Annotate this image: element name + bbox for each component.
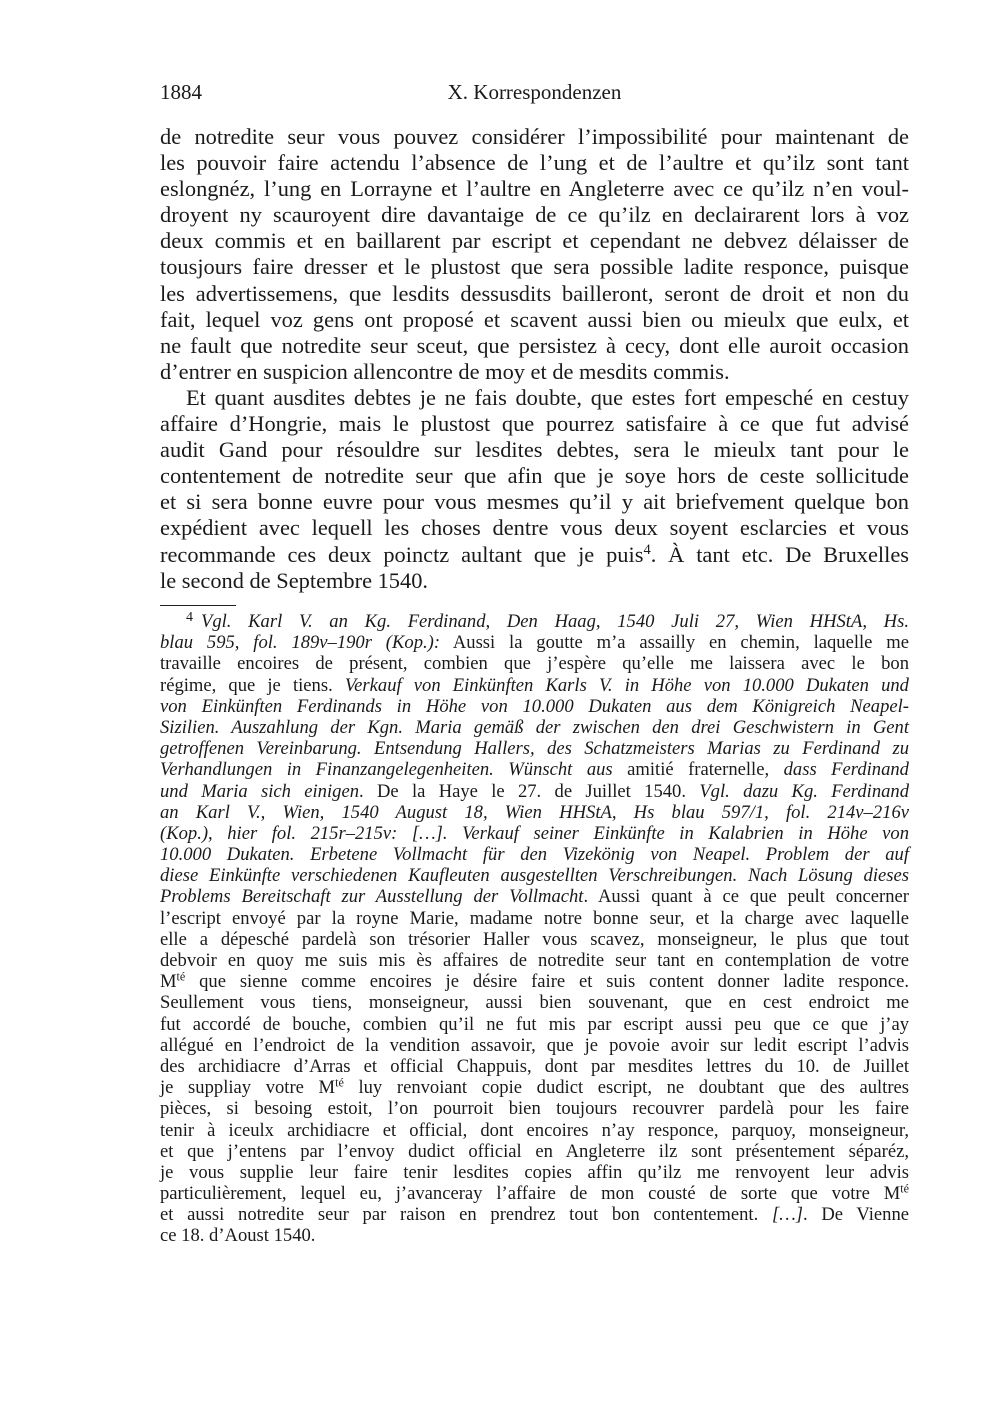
footnote-line: tenir à iceulx archidiacre et official, dont encoires n’ay responce, parquoy, monseigneur,	[160, 1119, 909, 1141]
text-fragment: . À tant etc. De Bruxelles	[650, 541, 909, 567]
footnote-separator	[160, 605, 236, 606]
text-fragment: je suppliay votre M	[160, 1077, 336, 1099]
text-fragment: (Kop.), hier fol. 215r–215v: […]. Verkauf seiner Einkünfte in Kalabrien in Höhe von	[160, 822, 909, 844]
footnote-line	[160, 632, 909, 653]
text-fragment: M	[160, 971, 177, 993]
text-fragment: amitié fraternelle,	[612, 759, 784, 781]
text-fragment: luy renvoiant copie dudict escript, ne doubtant que des aultres	[343, 1077, 910, 1099]
text-fragment: . De la Haye le 27. de Juillet 1540.	[359, 780, 700, 802]
text-line: de notredite seur vous pouvez considérer l’impossibilité pour maintenant de	[160, 124, 909, 149]
text-fragment: 10.000 Dukaten. Erbetene Vollmacht für den Vizekönig von Neapel. Problem der auf	[160, 844, 909, 866]
text-line: les advertissemens, que lesdits dessusdits bailleront, seront de droit et non du	[160, 280, 909, 306]
footnote-number: 4	[186, 610, 193, 626]
text-fragment: Verhandlungen in Finanzangelegenheiten. Wünscht aus	[160, 759, 613, 781]
footnote-line	[160, 717, 909, 738]
footnote-line	[160, 865, 909, 886]
footnote-line	[160, 611, 909, 632]
footnote-line: l’escript envoyé par la royne Marie, madame notre bonne seur, et la charge avec laquelle	[160, 907, 909, 929]
footnote-line: elle a dépesché pardelà son trésorier Haller vous scavez, monseigneur, le plus que tout	[160, 928, 909, 950]
text-fragment: et aussi notredite seur par raison en prendrez tout bon contentement.	[160, 1204, 772, 1226]
footnote-line: Seullement vous tiens, monseigneur, aussi bien souvenant, que en cest endroict me	[160, 992, 909, 1014]
text-fragment: régime, que je tiens.	[160, 674, 345, 696]
text-fragment: Vgl. Karl V. an Kg. Ferdinand, Den Haag, 1540 Juli 27, Wien HHStA, Hs.	[200, 611, 909, 632]
footnote-line	[160, 696, 909, 717]
footnote-line: des archidiacre d’Arras et official Chappuis, dont par mesdites lettres du 10. de Juillet	[160, 1055, 909, 1077]
text-fragment: . De Vienne	[802, 1204, 909, 1226]
text-fragment: an Karl V., Wien, 1540 August 18, Wien HHStA, Hs blau 597/1, fol. 214v–216v	[160, 801, 909, 823]
text-line: tousjours faire dresser et le plustost que sera possible ladite responce, puisque	[160, 254, 909, 280]
text-line: deux commis et en baillarent par escript et cependant ne debvez délaisser de	[160, 228, 909, 254]
text-fragment: dass Ferdinand	[783, 759, 909, 781]
main-text	[160, 124, 909, 594]
text-fragment: Vgl. dazu Kg. Ferdinand	[699, 780, 910, 802]
text-line: droyent ny scauroyent dire davantaige de ce qu’ilz en declairarent lors à voz	[160, 202, 909, 228]
page-number: 1884	[160, 80, 202, 104]
footnote-line	[160, 675, 909, 696]
superscript: té	[335, 1075, 344, 1090]
text-fragment: particulièrement, lequel eu, j’avanceray l’affaire de mon cousté de sorte que votre M	[160, 1183, 901, 1205]
paragraph-start-line: Et quant ausdites debtes je ne fais doubte, que estes fort empesché en cestuy	[186, 384, 909, 410]
superscript: té	[900, 1181, 909, 1196]
text-line: contentement de notredite seur que afin que je soye hors de ceste sollicitude	[160, 463, 909, 489]
text-line: le second de Septembre 1540.	[160, 567, 428, 593]
footnote-line	[160, 971, 909, 992]
text-line: expédient avec lequell les choses dentre vous deux soyent esclarcies et vous	[160, 515, 909, 541]
running-title: X. Korrespondenzen	[447, 80, 622, 104]
text-fragment: Verkauf von Einkünften Karls V. in Höhe von 10.000 Dukaten und	[344, 674, 909, 696]
text-fragment: blau 595, fol. 189v–190r (Kop.):	[160, 632, 441, 654]
footnote-4	[160, 611, 909, 1247]
footnote-line	[160, 781, 909, 802]
footnote-line	[160, 886, 909, 907]
footnote-line	[160, 738, 909, 759]
text-fragment: que sienne comme encoires je désire faire et suis content donner ladite responce.	[185, 971, 909, 993]
superscript: té	[176, 969, 186, 984]
footnote-line: ce 18. d’Aoust 1540.	[160, 1225, 316, 1247]
text-fragment: diese Einkünfte verschiedenen Kaufleuten ausgestellten Verschreibungen. Nach Lösung dieses	[160, 865, 909, 887]
footnote-reference[interactable]: 4	[643, 541, 651, 558]
text-line: fait, lequel voz gens ont proposé et scavent aussi bien ou mieulx que eulx, et	[160, 306, 909, 332]
text-fragment: . Aussi quant à ce que peult concerner	[583, 886, 909, 908]
footnote-line	[160, 759, 909, 780]
running-header	[160, 80, 909, 110]
text-line: audit Gand pour résouldre sur lesdites debtes, sera le mieulx tant pour le	[160, 437, 909, 463]
text-line: et si sera bonne euvre pour vous mesmes qu’il y ait briefvement quelque bon	[160, 489, 909, 515]
text-fragment: Problems Bereitschaft zur Ausstellung der Vollmacht	[160, 886, 584, 908]
text-line: d’entrer en suspicion allencontre de moy et de mesdits commis.	[160, 358, 730, 384]
footnote-line	[160, 823, 909, 844]
text-fragment: […]	[771, 1204, 803, 1226]
footnote-line: pièces, si besoing estoit, l’on pourroit bien toujours recouvrer pardelà pour les faire	[160, 1098, 909, 1120]
footnote-line	[160, 1204, 909, 1225]
footnote-line	[160, 802, 909, 823]
text-line	[160, 542, 909, 568]
footnote-line: travaille encoires de présent, combien que j’espère qu’elle me laissera avec le bon	[160, 653, 909, 675]
text-fragment: getroffenen Vereinbarung. Entsendung Hallers, des Schatzmeisters Marias zu Ferdinand zu	[160, 738, 909, 760]
footnote-line	[160, 844, 909, 865]
footnote-line: allégué en l’endroict de la vendition assavoir, que je povoie avoir sur ledit escript l’advis	[160, 1034, 909, 1056]
text-fragment: von Einkünften Ferdinands in Höhe von 10.000 Dukaten aus dem Königreich Neapel-	[160, 695, 909, 717]
text-line: eslongnéz, l’ung en Lorrayne et l’aultre en Angleterre avec ce qu’ilz n’en voul-	[160, 176, 909, 202]
footnote-line: je vous supplie leur faire tenir lesdites copies affin qu’ilz me renvoyent leur advis	[160, 1161, 909, 1183]
text-fragment: und Maria sich einigen	[160, 780, 359, 802]
text-fragment: Sizilien. Auszahlung der Kgn. Maria gemäß der zwischen den drei Geschwistern in Gent	[160, 716, 909, 738]
text-fragment: Aussi la goutte m’a assailly en chemin, laquelle me	[440, 632, 909, 654]
text-fragment: recommande ces deux poinctz aultant que je puis	[160, 541, 644, 567]
footnote-line: debvoir en quoy me suis mis ès affaires de notredite seur tant en contemplation de votre	[160, 950, 909, 971]
text-line: affaire d’Hongrie, mais le plustost que pourrez satisfaire à ce que fut advisé	[160, 411, 909, 437]
footnote-line	[160, 1183, 909, 1204]
text-line: ne fault que notredite seur sceut, que persistez à cecy, dont elle auroit occasion	[160, 332, 909, 358]
footnote-line: et que j’entens par l’envoy dudict official en Angleterre ilz sont présentement séparéz,	[160, 1140, 909, 1162]
footnote-line	[160, 1077, 909, 1098]
text-line: les pouvoir faire actendu l’absence de l’ung et de l’aultre et qu’ilz sont tant	[160, 150, 909, 176]
footnote-line: fut accordé de bouche, combien qu’il ne fut mis par escript aussi peu que ce que j’ay	[160, 1013, 909, 1035]
